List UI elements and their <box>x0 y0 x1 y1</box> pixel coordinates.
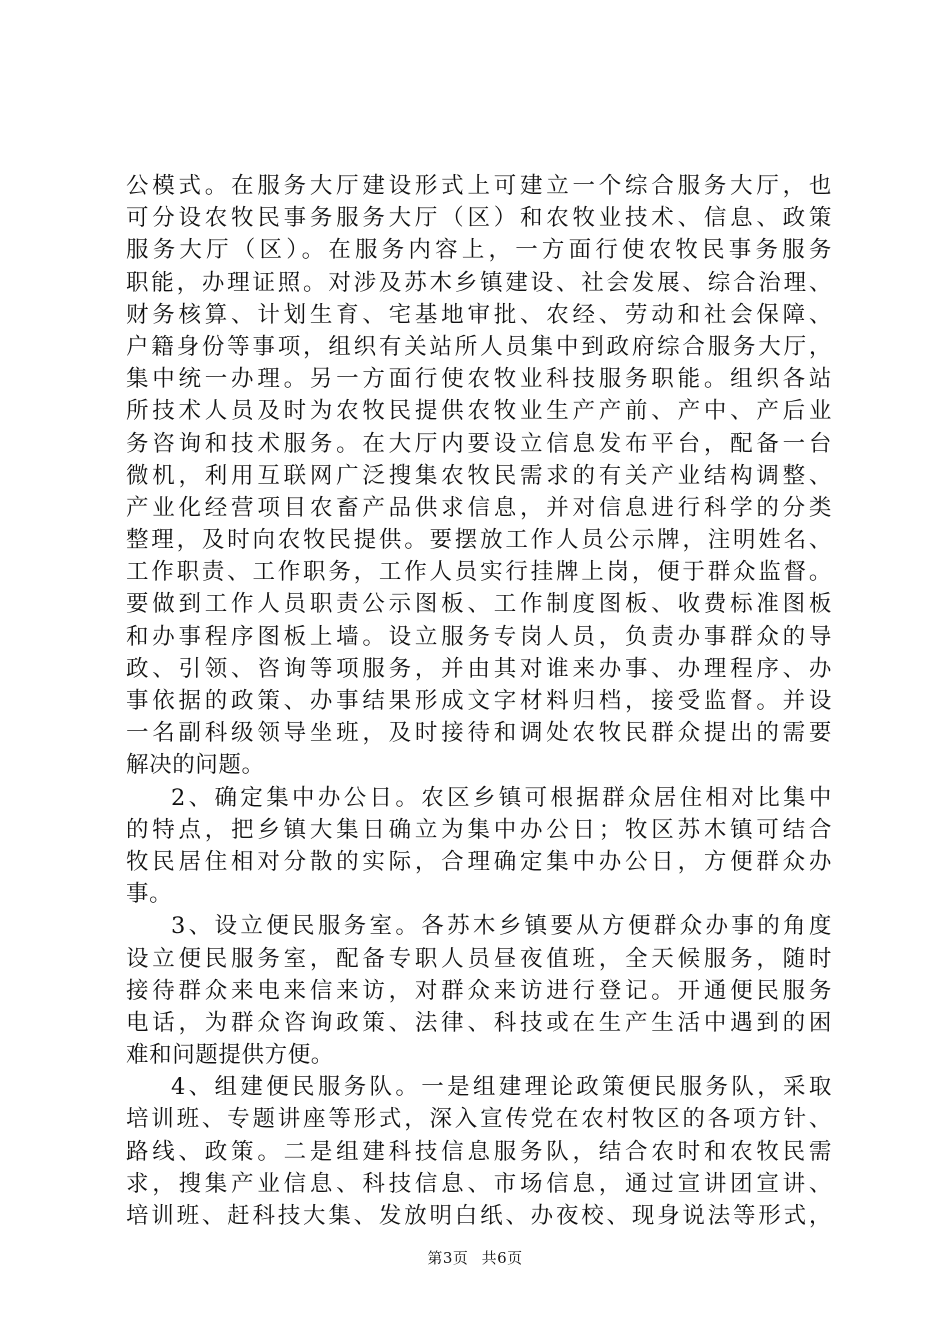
text-line: 工作职责、工作职务，工作人员实行挂牌上岗，便于群众监督。 <box>126 559 832 586</box>
page-footer <box>0 1248 950 1268</box>
text-line: 培训班、专题讲座等形式，深入宣传党在农村牧区的各项方针、 <box>126 1106 832 1133</box>
paragraph-heading-line: 3、设立便民服务室。各苏木乡镇要从方便群众办事的角度 <box>171 913 832 940</box>
text-line: 服务大厅（区）。在服务内容上，一方面行使农牧民事务服务 <box>126 237 832 264</box>
text-line: 财务核算、计划生育、宅基地审批、农经、劳动和社会保障、 <box>126 301 832 328</box>
text-line: 设立便民服务室，配备专职人员昼夜值班，全天候服务，随时 <box>126 945 832 972</box>
text-line: 解决的问题。 <box>126 752 265 779</box>
paragraph-heading-line: 4、组建便民服务队。一是组建理论政策便民服务队，采取 <box>171 1074 832 1101</box>
text-line: 一名副科级领导坐班，及时接待和调处农牧民群众提出的需要 <box>126 720 832 747</box>
text-line: 微机，利用互联网广泛搜集农牧民需求的有关产业结构调整、 <box>126 462 832 489</box>
text-line: 事。 <box>126 881 173 908</box>
document-body <box>126 170 832 1232</box>
page-number: 第3页 <box>427 1249 469 1267</box>
text-line: 的特点，把乡镇大集日确立为集中办公日；牧区苏木镇可结合 <box>126 816 832 843</box>
text-line: 公模式。在服务大厅建设形式上可建立一个综合服务大厅，也 <box>126 173 832 199</box>
text-line: 电话，为群众咨询政策、法律、科技或在生产生活中遇到的困 <box>126 1009 832 1036</box>
text-line: 培训班、赶科技大集、发放明白纸、办夜校、现身说法等形式， <box>126 1203 832 1229</box>
text-line: 求，搜集产业信息、科技信息、市场信息，通过宣讲团宣讲、 <box>126 1170 832 1197</box>
text-line: 所技术人员及时为农牧民提供农牧业生产产前、产中、产后业 <box>126 398 832 425</box>
text-line: 和办事程序图板上墙。设立服务专岗人员，负责办事群众的导 <box>126 623 832 650</box>
text-line: 职能，办理证照。对涉及苏木乡镇建设、社会发展、综合治理、 <box>126 269 832 296</box>
text-line: 户籍身份等事项，组织有关站所人员集中到政府综合服务大厅， <box>126 333 832 360</box>
text-line: 路线、政策。二是组建科技信息服务队，结合农时和农牧民需 <box>126 1138 832 1165</box>
text-line: 牧民居住相对分散的实际，合理确定集中办公日，方便群众办 <box>126 848 832 875</box>
paragraph-heading-line: 2、确定集中办公日。农区乡镇可根据群众居住相对比集中 <box>171 784 832 811</box>
text-line: 事依据的政策、办事结果形成文字材料归档，接受监督。并设 <box>126 688 832 714</box>
text-line: 产业化经营项目农畜产品供求信息，并对信息进行科学的分类 <box>126 494 832 521</box>
text-line: 政、引领、咨询等项服务，并由其对谁来办事、办理程序、办 <box>126 655 832 682</box>
text-line: 可分设农牧民事务服务大厅（区）和农牧业技术、信息、政策 <box>126 205 832 232</box>
text-line: 难和问题提供方便。 <box>126 1042 334 1069</box>
text-line: 集中统一办理。另一方面行使农牧业科技服务职能。组织各站 <box>126 366 832 393</box>
text-line: 接待群众来电来信来访，对群众来访进行登记。开通便民服务 <box>126 977 832 1004</box>
text-line: 整理，及时向农牧民提供。要摆放工作人员公示牌，注明姓名、 <box>126 527 832 554</box>
page-total: 共6页 <box>481 1249 523 1267</box>
text-line: 要做到工作人员职责公示图板、工作制度图板、收费标准图板 <box>126 591 832 618</box>
text-line: 务咨询和技术服务。在大厅内要设立信息发布平台，配备一台 <box>126 430 832 457</box>
